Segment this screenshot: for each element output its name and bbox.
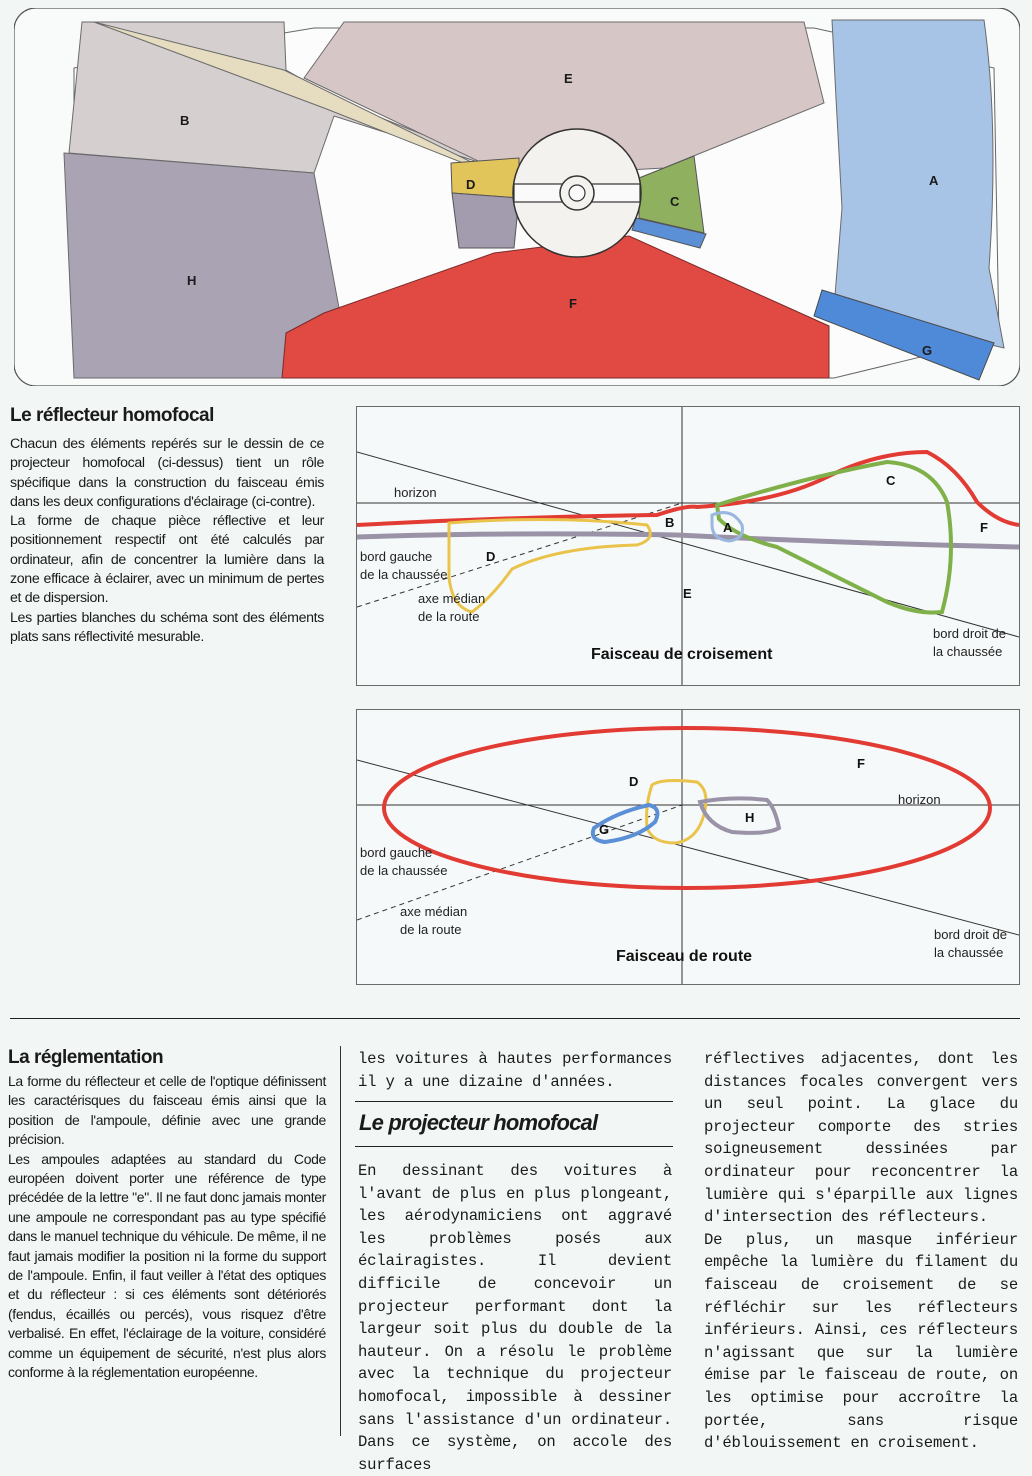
- low-left-edge-label-2: de la chaussée: [360, 567, 448, 582]
- high-median-label-2: de la route: [400, 922, 462, 937]
- low-letter-e: E: [683, 586, 692, 601]
- label-c: C: [670, 194, 680, 209]
- label-g: G: [922, 343, 933, 358]
- section2-paragraph: La forme du réflecteur et celle de l'optique définissent les caractérisques du faisceau émis ainsi que la position de l'ampoule, définie avec une grande précision.: [8, 1073, 326, 1148]
- section2-title: La réglementation: [8, 1047, 164, 1068]
- section1-paragraph: Chacun des éléments repérés sur le dessin de ce projecteur homofocal (ci-dessus) tient un rôle spécifique dans la construction du faisceau émis dans les deux configurations d'éclairage (ci-contre).: [10, 436, 324, 510]
- high-letter-g: G: [599, 822, 610, 837]
- high-horizon-label: horizon: [898, 792, 941, 807]
- section1-paragraph: La forme de chaque pièce réflective et leur positionnement respectif ont été calculés par ordinateur, afin de concentrer la lumière dans la zone efficace à éclairer, avec un minimum de pertes et de dispersion.: [10, 513, 324, 607]
- label-f: F: [569, 296, 577, 311]
- column2-intro-text: les voitures à hautes performances il y a une dizaine d'années.: [358, 1050, 672, 1091]
- label-e: E: [564, 71, 573, 86]
- high-letter-f: F: [857, 756, 865, 771]
- high-letter-d: D: [629, 774, 639, 789]
- horizontal-separator: [10, 1018, 1020, 1019]
- section2-body: [8, 1072, 326, 1383]
- column2-body-text: En dessinant des voitures à l'avant de plus en plus plongeant, les aérodynamiciens ont aggravé les problèmes posés aux éclairagistes. Il devient difficile de concevoir un projecteur performant dont la largeur soit plus du double de la hauteur. On a résolu le problème avec la technique du projecteur homofocal, impossible à dessiner sans l'assistance d'un ordinateur. Dans ce système, on accole des surfaces: [358, 1162, 672, 1474]
- low-horizon-label: horizon: [394, 485, 437, 500]
- low-letter-c: C: [886, 473, 896, 488]
- section2-paragraph: Les ampoules adaptées au standard du Code européen doivent porter une référence de type précédée de la lettre "e". Il ne faut donc jamais monter une ampoule ne correspondant pas au type spécifié dans le manuel technique du véhicule. De même, il ne faut jamais modifier la position ni la forme du support de l'ampoule. Enfin, il faut veiller à l'état des optiques et du réflecteur : si ces éléments sont détériorés (fendus, écaillés ou percés), vous risquez d'être verbalisé. En effet, l'éclairage de la voiture, considéré comme un équipement de sécurité, n'est plus alors conforme à la réglementation européenne.: [8, 1150, 326, 1381]
- low-letter-f: F: [980, 520, 988, 535]
- high-right-edge-label-1: bord droit de: [934, 927, 1007, 942]
- low-median-label-2: de la route: [418, 609, 480, 624]
- low-median-label-1: axe médian: [418, 591, 486, 606]
- low-left-edge-label-1: bord gauche: [360, 549, 433, 564]
- low-beam-title: Faisceau de croisement: [591, 646, 773, 663]
- reflector-diagram: [14, 8, 1020, 386]
- high-median-label-1: axe médian: [400, 904, 468, 919]
- column3-body: [704, 1048, 1018, 1455]
- contour-f-red: [384, 728, 990, 888]
- high-left-edge-label-2: de la chaussée: [360, 863, 448, 878]
- high-left-edge-label-1: bord gauche: [360, 845, 433, 860]
- contour-e-grey: [357, 534, 1019, 547]
- column2-heading-box: [355, 1101, 673, 1147]
- column2-heading: Le projecteur homofocal: [359, 1110, 598, 1135]
- contour-c-green: [717, 462, 951, 613]
- column3-paragraph: réflectives adjacentes, dont les distances focales convergent vers un seul point. La glace du projecteur comporte des stries soigneusement dessinées par ordinateur pour reconcentrer la lumière qui s'éparpille aux lignes d'intersection des réflecteurs.: [704, 1050, 1018, 1227]
- low-letter-a: A: [723, 520, 733, 535]
- section1-body: [10, 435, 324, 647]
- section1-title: Le réflecteur homofocal: [10, 405, 214, 426]
- column2-body: [358, 1160, 672, 1476]
- low-letter-b: B: [665, 515, 675, 530]
- low-beam-diagram: [356, 406, 1020, 686]
- segment-d-grey: [452, 193, 519, 248]
- segment-d: [451, 158, 519, 198]
- column2-intro: [358, 1048, 672, 1093]
- contour-f-red: [357, 452, 1019, 525]
- low-right-edge-label-1: bord droit de: [933, 626, 1006, 641]
- column3-paragraph: De plus, un masque inférieur empêche la lumière du filament du faisceau de croisement de se réfléchir sur les réflecteurs inférieurs. Ainsi, ces réflecteurs n'agissant que sur la lumière émise par le faisceau de route, on les optimise pour accroître la portée, sans risque d'éblouissement en croisement.: [704, 1230, 1018, 1453]
- low-letter-d: D: [486, 549, 496, 564]
- label-d: D: [466, 177, 476, 192]
- low-right-edge-label-2: la chaussée: [933, 644, 1003, 659]
- contour-h-grey: [700, 798, 779, 833]
- bulb-core: [569, 185, 585, 201]
- high-beam-diagram: [356, 709, 1020, 985]
- high-letter-h: H: [745, 810, 755, 825]
- label-b: B: [180, 113, 190, 128]
- label-h: H: [187, 273, 197, 288]
- high-right-edge-label-2: la chaussée: [934, 945, 1004, 960]
- segment-a: [832, 20, 1004, 348]
- column-separator: [340, 1046, 341, 1436]
- section1-paragraph: Les parties blanches du schéma sont des éléments plats sans réflectivité mesurable.: [10, 609, 324, 645]
- label-a: A: [929, 173, 939, 188]
- high-beam-title: Faisceau de route: [616, 948, 753, 965]
